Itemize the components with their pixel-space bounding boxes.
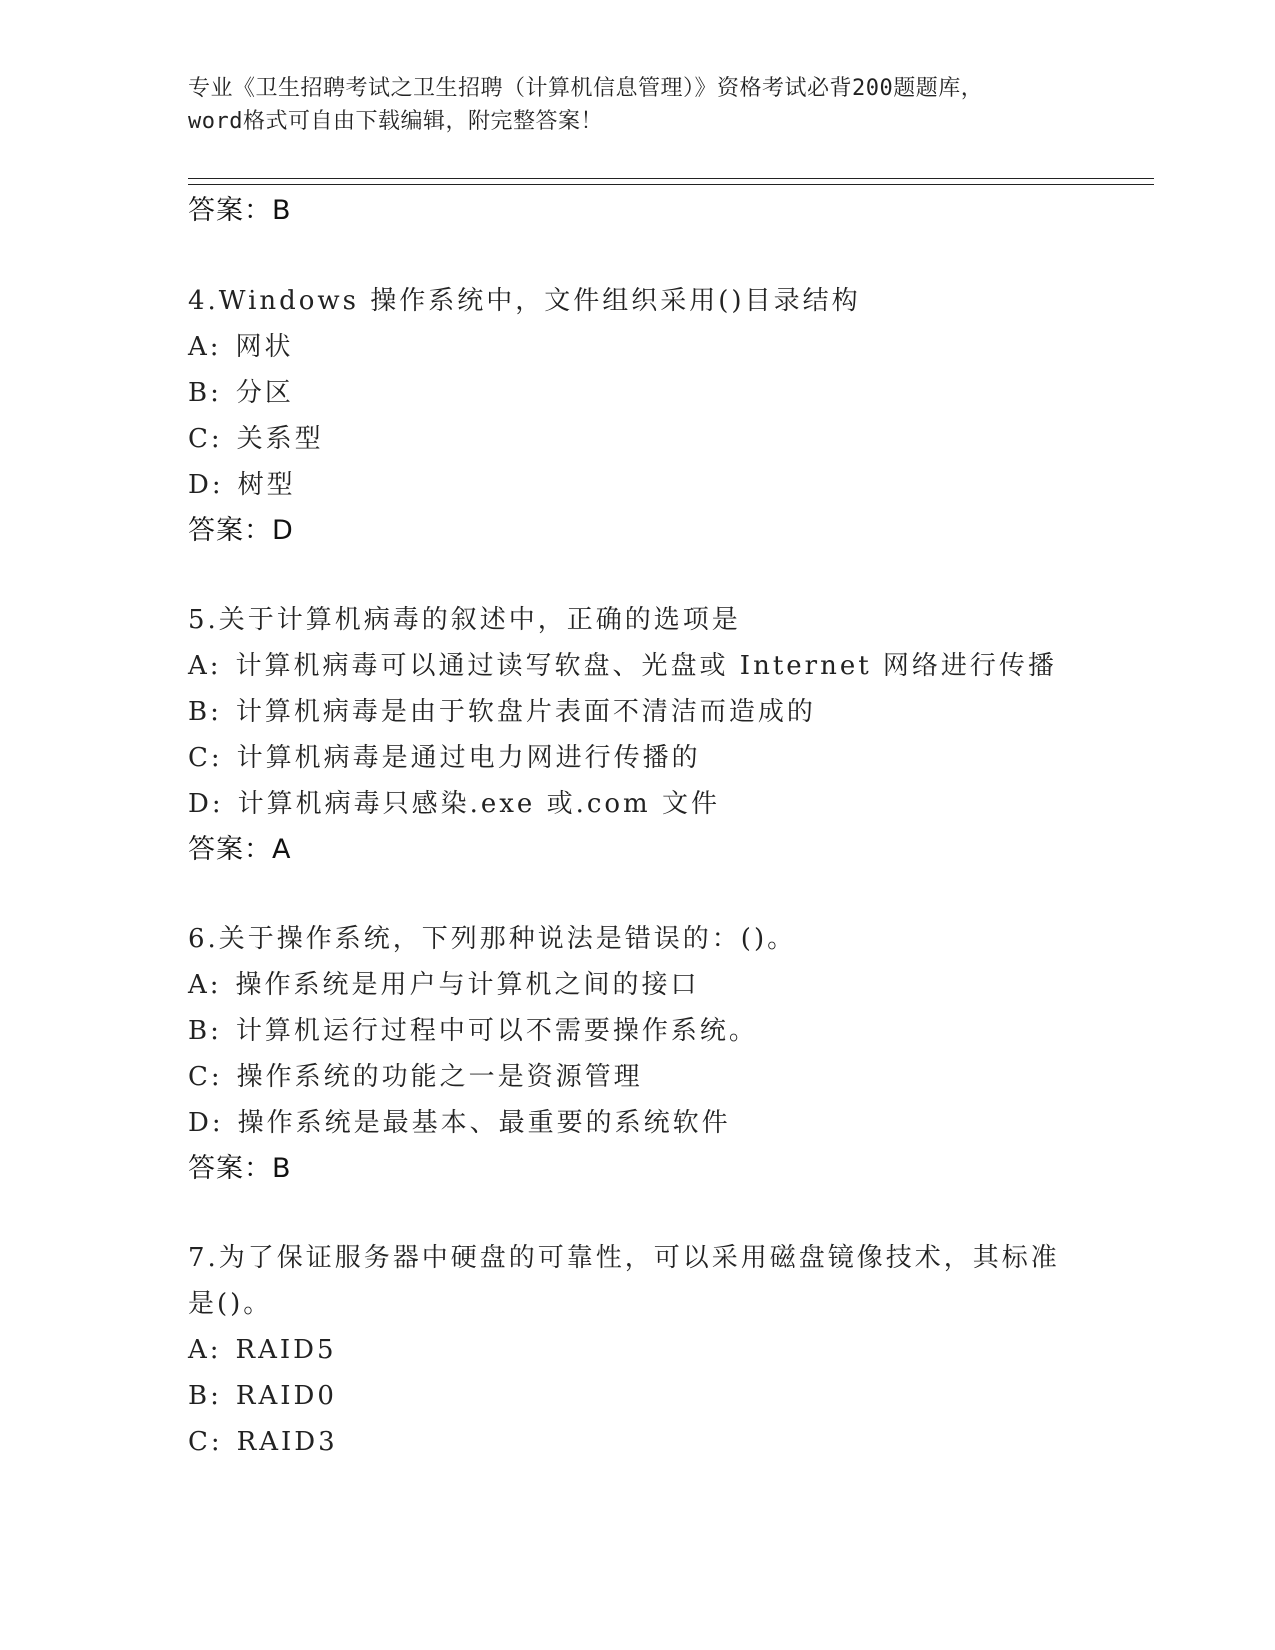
option-text: 计算机病毒只感染.exe 或.com 文件 [237, 789, 720, 819]
option-d [188, 1100, 1154, 1146]
option-b [188, 1373, 1154, 1419]
option-b [188, 689, 1154, 735]
option-label: C: [188, 1427, 223, 1457]
question-block [188, 916, 1154, 1191]
option-label: A: [188, 332, 222, 362]
answer-line: 答案：B [188, 1153, 292, 1184]
option-a [188, 324, 1154, 370]
header-line-2: word格式可自由下载编辑，附完整答案！ [188, 109, 603, 134]
option-label: B: [188, 1381, 222, 1411]
answer-line: 答案：D [188, 515, 294, 546]
option-c [188, 1419, 1154, 1465]
document-body [188, 188, 1154, 1465]
option-text: 操作系统的功能之一是资源管理 [236, 1062, 643, 1092]
option-text: 操作系统是最基本、最重要的系统软件 [237, 1108, 731, 1138]
option-text: 计算机病毒是通过电力网进行传播的 [236, 743, 701, 773]
answer-line: 答案：A [188, 834, 292, 865]
option-text: 树型 [237, 470, 296, 500]
option-label: C: [188, 1062, 223, 1092]
option-label: A: [188, 1335, 222, 1365]
question-block [188, 278, 1154, 553]
option-text: 分区 [235, 378, 294, 408]
option-label: D: [188, 1108, 224, 1138]
option-b [188, 1008, 1154, 1054]
option-text: RAID0 [235, 1381, 337, 1411]
option-text: 计算机病毒可以通过读写软盘、光盘或 Internet 网络进行传播 [235, 651, 1057, 681]
option-label: B: [188, 1016, 222, 1046]
option-c [188, 735, 1154, 781]
option-text: 网状 [235, 332, 294, 362]
option-label: A: [188, 651, 222, 681]
option-label: A: [188, 970, 222, 1000]
question-stem: 5.关于计算机病毒的叙述中，正确的选项是 [188, 605, 741, 635]
option-d [188, 462, 1154, 508]
option-label: B: [188, 378, 222, 408]
option-text: 操作系统是用户与计算机之间的接口 [235, 970, 700, 1000]
option-a [188, 1327, 1154, 1373]
option-b [188, 370, 1154, 416]
option-text: RAID5 [235, 1335, 337, 1365]
question-stem: 6.关于操作系统，下列那种说法是错误的：()。 [188, 924, 797, 954]
option-c [188, 1054, 1154, 1100]
option-text: 计算机运行过程中可以不需要操作系统。 [235, 1016, 758, 1046]
option-text: 关系型 [236, 424, 324, 454]
option-label: C: [188, 743, 223, 773]
option-c [188, 416, 1154, 462]
option-a [188, 962, 1154, 1008]
option-text: 计算机病毒是由于软盘片表面不清洁而造成的 [235, 697, 816, 727]
option-label: D: [188, 789, 224, 819]
question-stem: 4.Windows 操作系统中，文件组织采用()目录结构 [188, 286, 861, 316]
document-header [188, 72, 1088, 138]
option-label: D: [188, 470, 224, 500]
header-rule-bottom [188, 184, 1154, 185]
option-a [188, 643, 1154, 689]
option-label: C: [188, 424, 223, 454]
question-block [188, 1235, 1154, 1465]
header-rule-top [188, 178, 1154, 179]
option-label: B: [188, 697, 222, 727]
question-block [188, 597, 1154, 872]
header-line-1: 专业《卫生招聘考试之卫生招聘（计算机信息管理）》资格考试必背200题题库， [188, 76, 984, 101]
question-stem: 7.为了保证服务器中硬盘的可靠性，可以采用磁盘镜像技术，其标准是()。 [188, 1243, 1060, 1319]
answer-line: 答案：B [188, 195, 292, 226]
option-d [188, 781, 1154, 827]
option-text: RAID3 [236, 1427, 338, 1457]
